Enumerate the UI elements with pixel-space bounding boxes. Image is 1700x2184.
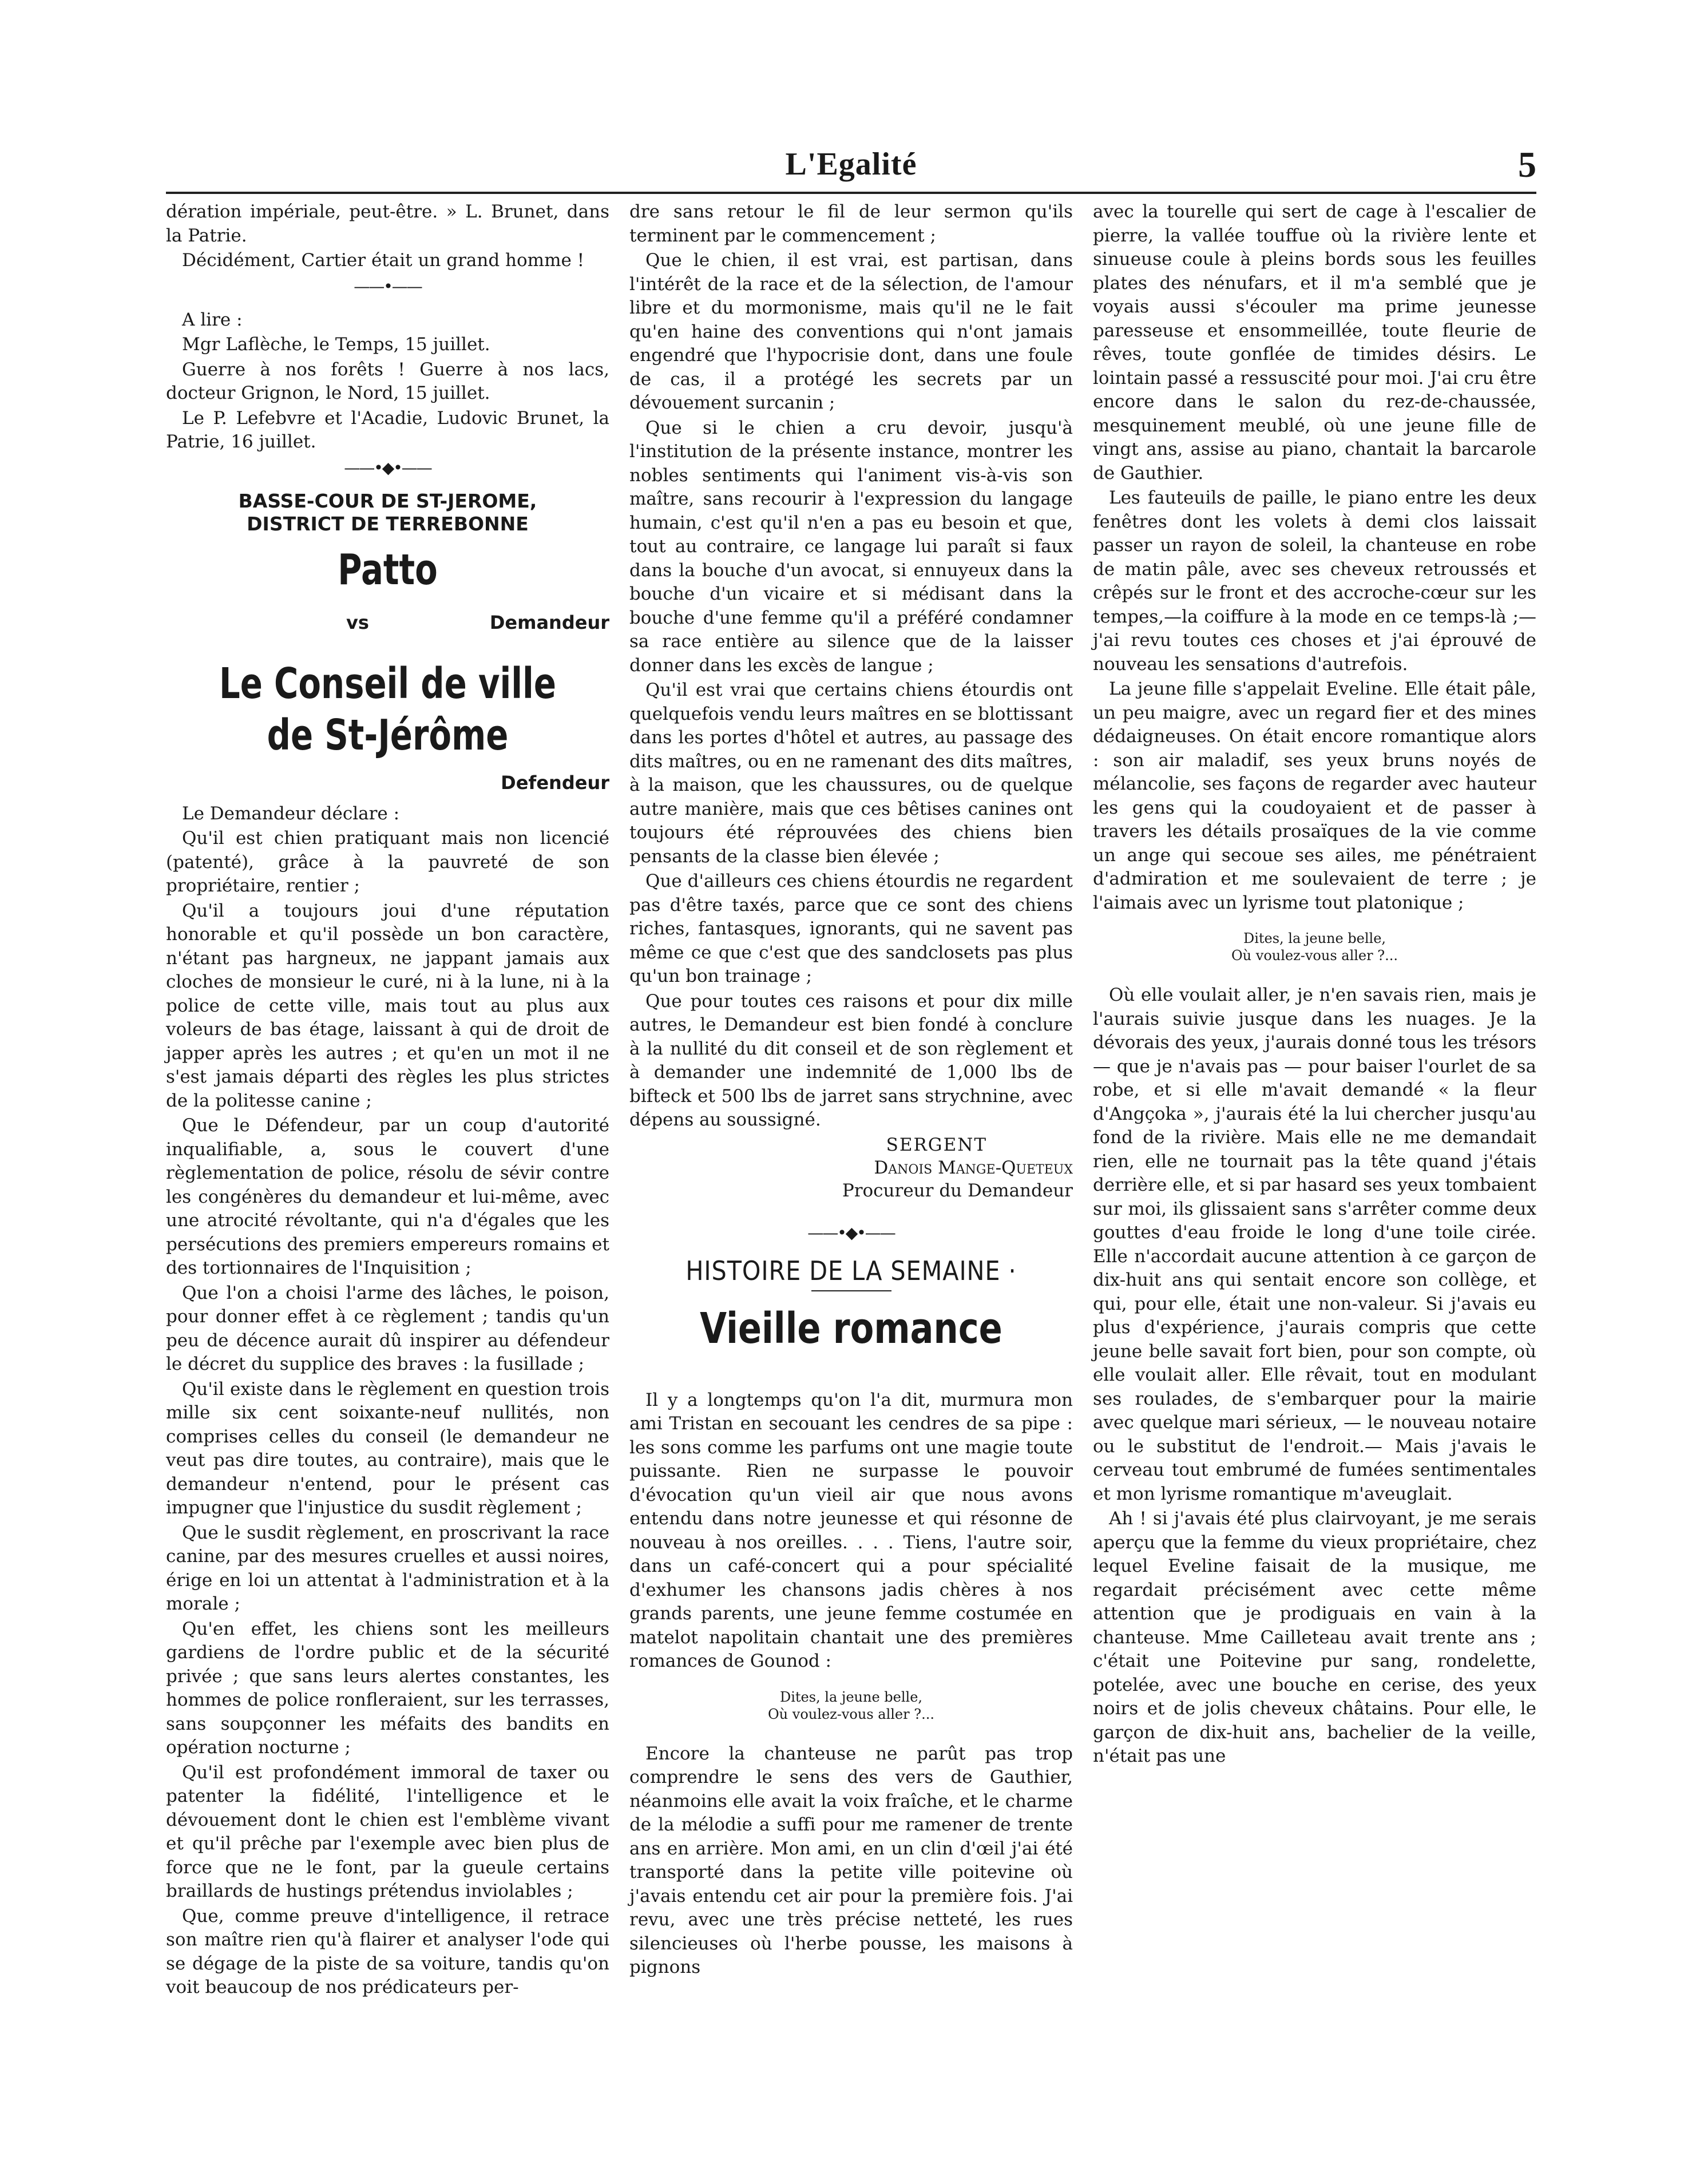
verse-quote — [1093, 930, 1536, 964]
column-1 — [166, 200, 609, 2001]
article-title: Vieille romance — [700, 1303, 1002, 1353]
paragraph: Ah ! si j'avais été plus clairvoyant, je me serais aperçu que la femme du vieux propriétaire, chez lequel Eveline faisait de la musique, me regardait précisément avec cette même attention que je prodiguais en vain à la chanteuse. Mme Cailleteau avait trente ans ; c'était une Poitevine pur sang, rondelette, potelée, avec une bouche en cerise, des yeux noirs et de jolis cheveux châtains. Pour elle, le garçon de dix-huit ans, bachelier de la veille, n'était pas une — [1093, 1508, 1536, 1766]
signature-role: Procureur du Demandeur — [842, 1180, 1073, 1201]
paragraph: Que, comme preuve d'intelligence, il retrace son maître rien qu'à flairer et analyser l'ode qui se dégage de la piste de sa voiture, tandis qu'on voit beaucoup de nos prédicateurs per- — [166, 1905, 609, 1997]
section-heading: HISTOIRE DE LA SEMAINE · — [685, 1255, 1017, 1286]
paragraph: Qu'il a toujours joui d'une réputation honorable et qu'il possède un bon caractère, n'étant pas hargneux, ne jappant jamais aux cloches de monsieur le curé, ni à la lune, ni à la police de cette ville, mais tout au plus aux voleurs de bas étage, laissant à qui de droit de japper après les autres ; et qu'en un mot il ne s'est jamais départi des règles les plus strictes de la politesse canine ; — [166, 900, 609, 1111]
paragraph: Que le chien, il est vrai, est partisan, dans l'intérêt de la race et de la sélection, de l'amour libre et du mormonisme, mais qu'il ne le fait qu'en haine des conventions qui n'ont jamais engendré que l'hypocrisie dont, dans une foule de cas, il a protégé les secrets par un dévouement surcanin ; — [629, 250, 1073, 413]
paragraph: dre sans retour le fil de leur sermon qu'ils terminent par le commencement ; — [629, 201, 1073, 246]
verse-quote — [629, 1688, 1073, 1723]
paragraph: Il y a longtemps qu'on l'a dit, murmura mon ami Tristan en secouant les cendres de sa pipe : les sons comme les parfums ont une magie toute puissante. Rien ne surpasse le pouvoir d'évocation qu'un vieil air que nous avons entendu dans notre jeunesse et qui résonne de nouveau à nos oreilles. . . . Tiens, l'autre soir, dans un café-concert qui a pour spécialité d'exhumer les chansons jadis chères à nos grands parents, une jeune femme costumée en matelot napolitain chantait une des premières romances de Gounod : — [629, 1389, 1073, 1671]
paragraph: Le Demandeur déclare : — [182, 803, 400, 824]
paragraph: Que pour toutes ces raisons et pour dix mille autres, le Demandeur est bien fondé à conclure à la nullité du dit conseil et de son règlement et à demander une indemnité de 1,000 lbs de bifteck et 500 lbs de jarret sans strychnine, avec dépens au soussigné. — [629, 990, 1073, 1130]
column-2 — [629, 200, 1073, 1981]
paragraph: Que l'on a choisi l'arme des lâches, le poison, pour donner effet à ce règlement ; tandis qu'un peu de décence aurait dû inspirer au défendeur le décret du supplice des braves : la fusillade ; — [166, 1282, 609, 1374]
ornament-divider: ——•◆•—— — [344, 458, 431, 477]
paragraph: avec la tourelle qui sert de cage à l'escalier de pierre, la vallée touffue où la rivière lente et sinueuse coule à pleins bords sous les feuilles plates des nénufars, et il m'a semblé que je voyais aussi s'écouler ma prime jeunesse paresseuse et ensommeillée, toute fleurie de rêves, toute gonflée de timides désirs. Le lointain passé a ressuscité pour moi. J'ai cru être encore dans le salon du rez-de-chaussée, mesquinement meublé, où une jeune fille de vingt ans, assise au piano, chantait la barcarole de Gauthier. — [1093, 201, 1536, 483]
ornament-divider: ——•—— — [354, 276, 422, 296]
masthead — [166, 146, 1536, 186]
paragraph: Décidément, Cartier était un grand homme ! — [182, 250, 585, 271]
paragraph: Qu'il est profondément immoral de taxer ou patenter la fidélité, l'intelligence et le dévouement dont le chien est l'emblème vivant et qu'il prêche par l'exemple avec bien plus de force que ne le font, par la gueule certains braillards de hustings prétendus inviolables ; — [166, 1762, 609, 1901]
paragraph: Où elle voulait aller, je n'en savais rien, mais je l'aurais suivie jusque dans les nuages. Je la dévorais des yeux, j'aurais donné tous les trésors — que je n'avais pas — pour baiser l'ourlet de sa robe, et si elle m'avait demandé « la fleur d'Angçoka », j'aurais été la lui chercher jusqu'au fond de la rivière. Mais elle ne me demandait rien, elle ne tournait pas la tête quand j'étais derrière elle, et si par hasard ses yeux tombaient sur moi, ils glissaient sans s'arrêter comme deux gouttes d'eau froide le long d'une toile cirée. Elle n'accordait aucune attention à ce garçon de dix-huit ans qui sentait encore son collège, et qui, pour elle, était une non-valeur. Si j'avais eu plus d'expérience, j'aurais compris que cette jeune belle savait fort bien, pour son compte, où elle voulait aller. Elle rêvait, tout en modulant ses roulades, de s'embarquer pour la mairie avec quelque mari sérieux, — le nouveau notaire ou le substitut de l'endroit.— Mais j'avais le cerveau tout embrumé de fumées sentimentales et mon lyrisme romantique m'aveuglait. — [1093, 985, 1536, 1504]
defendant-role: Defendeur — [501, 771, 609, 794]
paragraph: Qu'il est vrai que certains chiens étourdis ont quelquefois vendu leurs maîtres en se blottissant dans les portes d'hôtel et autres, au passage des dits maîtres, ou en ne ramenant des dits maîtres, à la maison, que les chaussures, ou de quelque autre manière, mais que ces bêtises canines ont toujours été réprouvées des chiens bien pensants de la classe bien élevée ; — [629, 680, 1073, 867]
verse-line: Où voulez-vous aller ?... — [1231, 948, 1398, 964]
reading-heading: A lire : — [182, 309, 243, 330]
signature-name: SERGENT — [886, 1134, 987, 1155]
paragraph: Que si le chien a cru devoir, jusqu'à l'institution de la présente instance, montrer les nobles sentiments qui l'animent vis-à-vis son maître, sans recourir à l'expression du langage humain, c'est qu'il n'en a pas eu besoin et que, tout au contraire, ce langage lui paraît si faux dans la bouche d'un avocat, si ennuyeux dans la bouche d'un vicaire et si médisant dans la bouche d'une femme qu'il a préféré condamner sa race entière au silence que de la laisser donner dans les excès de langue ; — [629, 417, 1073, 676]
ornament-divider: ——•◆•—— — [807, 1223, 895, 1242]
court-line: BASSE-COUR DE ST-JEROME, — [238, 489, 537, 512]
defendant-name: Le Conseil de ville de St-Jérôme — [219, 659, 556, 760]
paragraph: Que d'ailleurs ces chiens étourdis ne regardent pas d'être taxés, parce que ce sont des chiens riches, fantasques, ignorants, qui ne savent pas même ce que c'est que des sandclosets pas plus qu'un bon trainage ; — [629, 871, 1073, 986]
verse-line: Dites, la jeune belle, — [779, 1688, 923, 1705]
verse-line: Dites, la jeune belle, — [1243, 930, 1386, 946]
column-3 — [1093, 200, 1536, 1770]
newspaper-title: L'Egalité — [785, 146, 917, 182]
paragraph: La jeune fille s'appelait Eveline. Elle était pâle, un peu maigre, avec un regard fier et des mines dédaigneuses. On était encore romantique alors : son air maladif, ses yeux bruns noyés de mélancolie, ses façons de regarder avec hauteur les gens qui la coudoyaient et de passer à travers les détails prosaïques de la vie comme un ange qui secoue ses ailes, me pénétraient d'admiration et me soulevaient de terre ; je l'aimais avec un lyrisme tout platonique ; — [1093, 679, 1536, 913]
page-number: 5 — [1518, 144, 1536, 185]
header-rule — [166, 192, 1536, 194]
paragraph: Que le Défendeur, par un coup d'autorité inqualifiable, a, sous le couvert d'une règlementation de police, résolu de sévir contre les congénères du demandeur et lui-même, avec une atrocité révoltante, qui n'a d'égales que les persécutions des premiers empereurs romains et des tortionnaires de l'Inquisition ; — [166, 1115, 609, 1278]
verse-line: Où voulez-vous aller ?... — [768, 1706, 934, 1722]
versus-label: vs — [346, 611, 369, 633]
court-heading — [166, 490, 609, 536]
reading-item: Guerre à nos forêts ! Guerre à nos lacs, docteur Grignon, le Nord, 15 juillet. — [166, 359, 609, 403]
signature-block — [629, 1133, 1073, 1202]
paragraph: Les fauteuils de paille, le piano entre les deux fenêtres dont les volets à demi clos laissait passer un rayon de soleil, la chanteuse en robe de matin pâle, avec ses cheveux retroussés et crêpés sur le front et des accroche-cœur sur les tempes,—la coiffure à la mode en ce temps-là ;—j'ai revu toutes ces choses et j'ai éprouvé de nouveau les sensations d'autrefois. — [1093, 487, 1536, 675]
reading-item: Le P. Lefebvre et l'Acadie, Ludovic Brunet, la Patrie, 16 juillet. — [166, 407, 609, 452]
paragraph: Que le susdit règlement, en proscrivant la race canine, par des mesures cruelles et aussi noires, érige en loi un attentat à l'administration et à la morale ; — [166, 1522, 609, 1614]
court-line: DISTRICT DE TERREBONNE — [247, 512, 529, 535]
plaintiff-name: Patto — [338, 545, 438, 594]
reading-item: Mgr Laflèche, le Temps, 15 juillet. — [182, 334, 490, 355]
plaintiff-role: Demandeur — [489, 611, 609, 633]
short-rule — [811, 1290, 891, 1291]
signature-firm: Danois Mange-Queteux — [874, 1157, 1073, 1178]
paragraph: Qu'en effet, les chiens sont les meilleurs gardiens de l'ordre public et de la sécurité privée ; que sans leurs alertes constantes, les hommes de police ronfleraient, sur les terrasses, sans soupçonner les méfaits des bandits en opération nocturne ; — [166, 1618, 609, 1758]
paragraph: dération impériale, peut-être. » L. Brunet, dans la Patrie. — [166, 201, 609, 246]
paragraph: Qu'il existe dans le règlement en question trois mille six cent soixante-neuf nullités, non comprises celles du conseil (le demandeur ne veut pas dire toutes, au contraire), mais que le demandeur n'entend, pour le présent cas impugner que l'injustice du susdit règlement ; — [166, 1378, 609, 1518]
paragraph: Encore la chanteuse ne parût pas trop comprendre le sens des vers de Gauthier, néanmoins elle avait la voix fraîche, et le charme de la mélodie a suffi pour me ramener de trente ans en arrière. Mon ami, en un clin d'œil j'ai été transporté dans la petite ville poitevine où j'avais entendu cet air pour la première fois. J'ai revu, avec une très précise netteté, les rues silencieuses où l'herbe pousse, les maisons à pignons — [629, 1743, 1073, 1977]
versus-line — [166, 610, 609, 635]
paragraph: Qu'il est chien pratiquant mais non licencié (patenté), grâce à la pauvreté de son propriétaire, rentier ; — [166, 828, 609, 896]
